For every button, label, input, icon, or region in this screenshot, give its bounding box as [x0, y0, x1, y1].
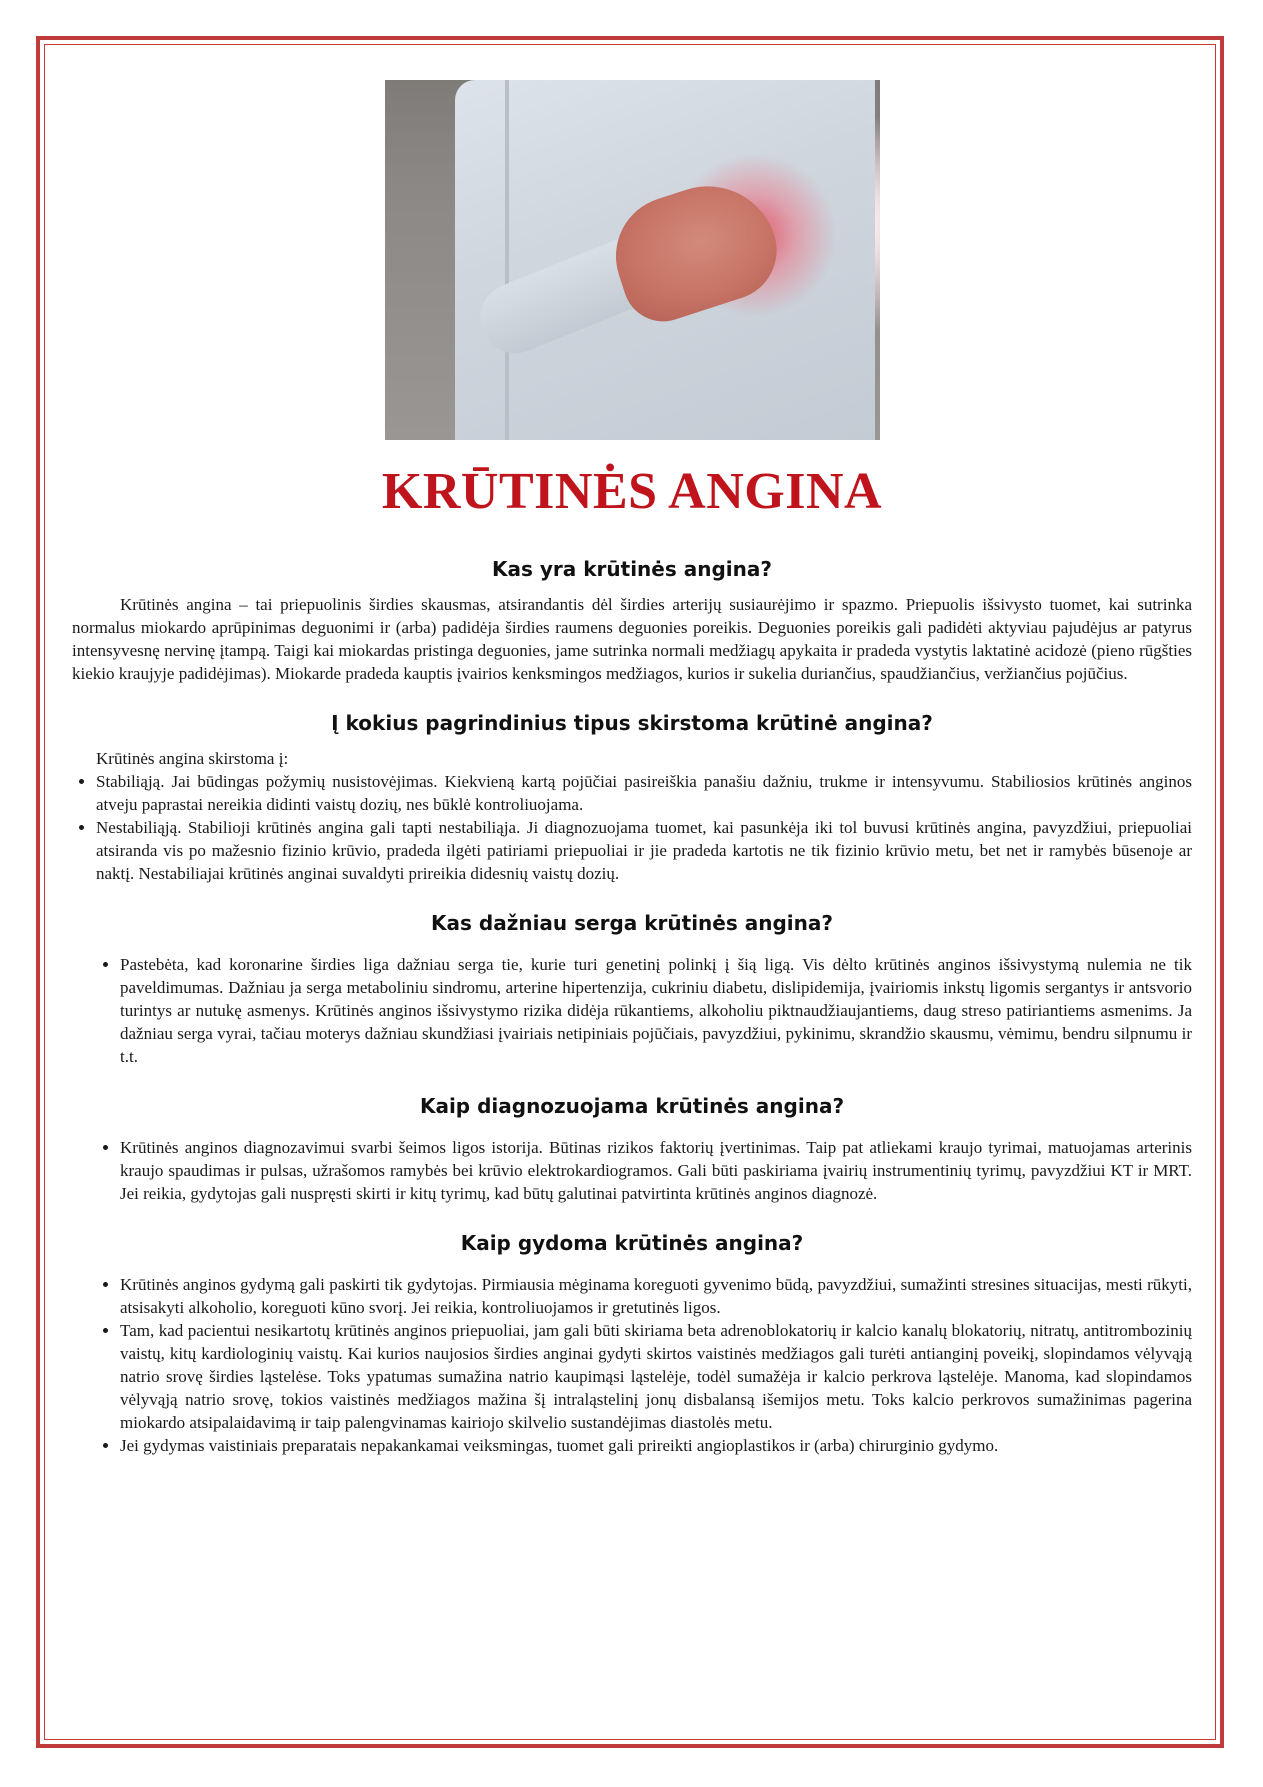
list-item: • Krūtinės anginos diagnozavimui svarbi šeimos ligos istorija. Būtinas rizikos faktorių įvertinimas. Taip pat atliekami kraujo tyrimai, matuojamas arterinis kraujo spaudimas ir pulsas, užrašomos ramybės bei krūvio elektrokardiogramos. Gali būti paskiriama įvairių instrumentinių tyrimų, pavyzdžiui KT ir MRT. Jei reikia, gydytojas gali nuspręsti skirti ir kitų tyrimų, kad būtų galutinai patvirtinta krūtinės anginos diagnozė.: [120, 1136, 1192, 1205]
section-what-is: [72, 557, 1192, 685]
shirt-placket: [505, 80, 509, 440]
section-lead: Krūtinės angina skirstoma į:: [96, 749, 289, 768]
section-heading: Kas yra krūtinės angina?: [492, 557, 772, 581]
list-item: • Tam, kad pacientui nesikartotų krūtinės anginos priepuoliai, jam gali būti skiriama beta adrenoblokatorių ir kalcio kanalų blokatorių, nitratų, antitrombozinių vaistų, kitų kardiologinių vaistų. Kai kurios naujosios širdies anginai gydyti skirtos vaistinės medžiagos gali turėti antianginį poveikį, slopindamos vėlyvąją natrio srovę širdies ląstelėse. Toks ypatumas sumažina natrio kaupimąsi ląstelėje, todėl sumažėja ir kalcio perkrova ląstelėje. Manoma, kad slopindamos vėlyvąją natrio srovę, tokios vaistinės medžiagos mažina šį intraląstelinį jonų disbalansą išemijos metu. Toks kalcio perkrovos sumažinimas pagerina miokardo atsipalaidavimą ir taip palengvinamas kairiojo skilvelio sustandėjimas diastolės metu.: [120, 1319, 1192, 1434]
list-item: • Pastebėta, kad koronarine širdies liga dažniau serga tie, kurie turi genetinį polinkį į šią ligą. Vis dėlto krūtinės anginos išsivystymą nulemia ne tik paveldimumas. Dažniau ja serga metaboliniu sindromu, arterine hipertenzija, cukriniu diabetu, dislipidemija, įvairiomis inkstų ligomis sergantys ir antsvorio turintys ar nutukę asmenys. Krūtinės anginos išsivystymo rizika didėja rūkantiems, alkoholiu piktnaudžiaujantiems, daug streso patiriantiems asmenims. Ja dažniau serga vyrai, tačiau moterys dažniau skundžiasi įvairiais netipiniais pojūčiais, pavyzdžiui, pykinimu, skrandžio skausmu, vėmimu, bendru silpnumu ir t.t.: [120, 953, 1192, 1068]
list-item: • Krūtinės anginos gydymą gali paskirti tik gydytojas. Pirmiausia mėginama koreguoti gyvenimo būdą, pavyzdžiui, sumažinti stresines situacijas, mesti rūkyti, atsisakyti alkoholio, koreguoti kūno svorį. Jei reikia, kontroliuojamos ir gretutinės ligos.: [120, 1273, 1192, 1319]
diagnosis-list: [72, 1136, 1192, 1205]
list-item: • Nestabiliąją. Stabilioji krūtinės angina gali tapti nestabiliąja. Ji diagnozuojama tuomet, kai pasunkėja iki tol buvusi krūtinės angina, pavyzdžiui, priepuoliai atsiranda vis po mažesnio fizinio krūvio, pradeda ilgėti patiriami priepuoliai ir jie pradeda kartotis ne tik fizinio krūvio metu, bet net ir ramybės būsenoje ar naktį. Nestabiliajai krūtinės anginai suvaldyti prireikia didesnių vaistų dozių.: [96, 816, 1192, 885]
list-item: • Stabiliąją. Jai būdingas požymių nusistovėjimas. Kiekvieną kartą pojūčiai pasireiškia panašiu dažniu, trukme ir intensyvumu. Stabiliosios krūtinės anginos atveju paprastai nereikia didinti vaistų dozių, nes būklė kontroliuojama.: [96, 770, 1192, 816]
section-heading: Kaip gydoma krūtinės angina?: [460, 1231, 804, 1255]
list-item: • Jei gydymas vaistiniais preparatais nepakankamai veiksmingas, tuomet gali prireikti angioplastikos ir (arba) chirurginio gydymo.: [120, 1434, 1192, 1457]
section-paragraph: Krūtinės angina – tai priepuolinis širdies skausmas, atsirandantis dėl širdies arterijų susiaurėjimo ir spazmo. Priepuolis išsivysto tuomet, kai sutrinka normalus miokardo aprūpinimas deguonimi ir (arba) padidėja širdies raumens deguonies poreikis. Deguonies poreikis gali padidėti aktyviau pajudėjus ar patyrus intensyvesnę nervinę įtampą. Taigi kai miokardas pristinga deguonies, jame sutrinka normali medžiagų apykaita ir pradeda vystytis laktatinė acidozė (pieno rūgšties kiekio kraujyje padidėjimas). Miokarde pradeda kauptis įvairios kenksmingos medžiagos, kurios ir sukelia duriančius, spaudžiančius, veržiančius pojūčius.: [72, 595, 1192, 683]
chest-pain-photo: [385, 80, 880, 440]
section-treatment: [72, 1231, 1192, 1457]
page-title: KRŪTINĖS ANGINA: [381, 463, 883, 520]
document-page: [72, 80, 1192, 1483]
section-who: [72, 911, 1192, 1068]
section-heading: Į kokius pagrindinius tipus skirstoma krūtinė angina?: [331, 711, 933, 735]
treatment-list: [72, 1273, 1192, 1457]
section-types: [72, 711, 1192, 885]
section-heading: Kas dažniau serga krūtinės angina?: [431, 911, 833, 935]
types-list: [72, 770, 1192, 885]
who-list: [72, 953, 1192, 1068]
section-diagnosis: [72, 1094, 1192, 1205]
section-heading: Kaip diagnozuojama krūtinės angina?: [419, 1094, 845, 1118]
